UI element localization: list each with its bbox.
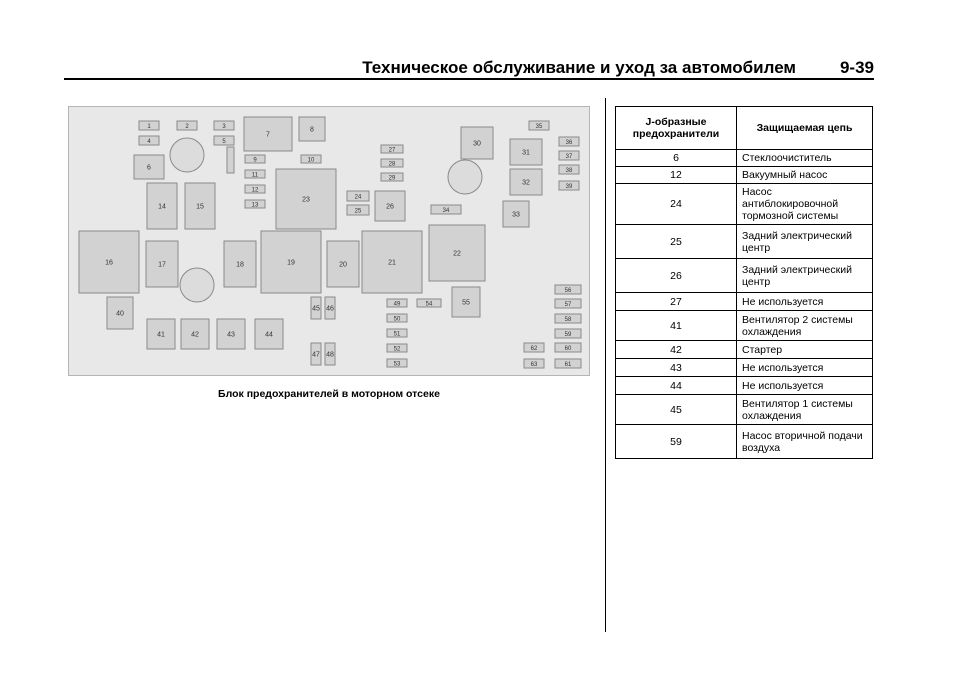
fuse-slot — [185, 183, 215, 229]
fuse-slot — [524, 359, 544, 368]
fuse-slot — [429, 225, 485, 281]
fuse-slot-label: 4 — [147, 139, 151, 145]
fuse-slot — [559, 137, 579, 146]
fuse-slot — [375, 191, 405, 221]
fuse-table — [615, 106, 873, 459]
fuse-slot — [325, 297, 335, 319]
fuse-slot-label: 15 — [196, 203, 204, 211]
fuse-slot — [214, 136, 234, 145]
fuse-slot-label: 44 — [265, 331, 273, 339]
fuse-slot-label: 24 — [354, 194, 362, 201]
fuse-slot-label: 3 — [222, 124, 226, 130]
fuse-slot — [503, 201, 529, 227]
fuse-slot — [244, 117, 292, 151]
fuse-slot-label: 23 — [302, 196, 310, 204]
fuse-slot — [559, 165, 579, 174]
fuse-number: 27 — [616, 293, 737, 311]
fuse-number: 6 — [616, 150, 737, 167]
table-row — [616, 377, 873, 395]
fuse-number: 43 — [616, 359, 737, 377]
table-row — [616, 311, 873, 341]
fuse-number: 25 — [616, 225, 737, 259]
fuse-slot-label: 46 — [326, 305, 334, 313]
fuse-slot — [387, 344, 407, 353]
fuse-slot-label: 19 — [287, 259, 295, 267]
fuse-slot — [139, 136, 159, 145]
fuse-slot-label: 31 — [522, 149, 530, 157]
fuse-slot — [245, 200, 265, 209]
fuse-number: 59 — [616, 425, 737, 459]
fuse-number: 44 — [616, 377, 737, 395]
fuse-slot-label: 25 — [354, 208, 362, 215]
fuse-slot — [387, 329, 407, 338]
fuse-slot — [555, 359, 581, 368]
fuse-slot-label: 55 — [462, 299, 470, 307]
fuse-slot-outline — [227, 147, 234, 173]
page-title: Техническое обслуживание и уход за автомобилем — [362, 58, 796, 77]
fuse-slot-label: 39 — [565, 184, 573, 190]
fuse-slot — [147, 319, 175, 349]
table-row — [616, 184, 873, 225]
fuse-slot — [245, 155, 265, 164]
fuse-slot — [387, 359, 407, 368]
fuse-slot — [325, 343, 335, 365]
fuse-slot — [555, 314, 581, 323]
protected-circuit: Не используется — [737, 293, 873, 311]
fuse-slot-label: 53 — [393, 361, 401, 368]
table-row — [616, 293, 873, 311]
fuse-slot — [245, 170, 265, 179]
protected-circuit: Стеклоочиститель — [737, 150, 873, 167]
column-divider — [605, 98, 606, 632]
fuse-slot-label: 57 — [564, 302, 572, 308]
fuse-slot-label: 33 — [512, 211, 520, 219]
page-number: 9-39 — [839, 58, 874, 77]
table-row — [616, 341, 873, 359]
fuse-slot-label: 37 — [565, 154, 573, 160]
fuse-slot-label: 48 — [326, 351, 334, 359]
fuse-slot-label: 47 — [312, 351, 320, 359]
fuse-slot-label: 63 — [530, 362, 538, 368]
fuse-slot-label: 26 — [386, 203, 394, 211]
fuse-slot — [107, 297, 133, 329]
fuse-slot-label: 8 — [310, 126, 314, 134]
fuse-slot-label: 30 — [473, 140, 481, 148]
fuse-slot — [381, 159, 403, 168]
fuse-slot — [224, 241, 256, 287]
fuse-slot-label: 28 — [388, 161, 396, 168]
fuse-slot — [461, 127, 493, 159]
table-body — [616, 150, 873, 459]
fuse-slot-label: 43 — [227, 331, 235, 339]
fuse-slot — [362, 231, 422, 293]
fuse-slot-label: 59 — [564, 332, 572, 338]
fuse-slot — [559, 151, 579, 160]
fuse-slot — [510, 169, 542, 195]
header-rule — [64, 78, 874, 80]
fuse-slot-label: 14 — [158, 203, 166, 211]
fuse-slot-label: 7 — [266, 131, 270, 139]
fuse-slot — [301, 155, 321, 164]
fuse-slot-label: 45 — [312, 305, 320, 313]
fuse-slot-label: 12 — [251, 187, 259, 194]
protected-circuit: Стартер — [737, 341, 873, 359]
fuse-slot-label: 20 — [339, 261, 347, 269]
fuse-slot-label: 49 — [393, 301, 401, 308]
fuse-slot-label: 58 — [564, 317, 572, 323]
fuse-slot-label: 9 — [253, 157, 257, 164]
fuse-slot — [299, 117, 325, 141]
fuse-slot — [134, 155, 164, 179]
column-header-fuse: J-образные предохранители — [616, 107, 737, 150]
fuse-slot-label: 6 — [147, 164, 151, 172]
fuse-slot-label: 52 — [393, 346, 401, 353]
fuse-slot-label: 38 — [565, 168, 573, 174]
fuse-slot — [139, 121, 159, 130]
fuse-slot — [217, 319, 245, 349]
fuse-slot-label: 16 — [105, 259, 113, 267]
fuse-block-diagram — [68, 106, 590, 376]
fuse-slot — [417, 299, 441, 308]
fuse-slot-label: 36 — [565, 140, 573, 146]
table-row — [616, 359, 873, 377]
fuse-slot-label: 17 — [158, 261, 166, 269]
protected-circuit: Вакуумный насос — [737, 167, 873, 184]
fuse-slot — [214, 121, 234, 130]
fuse-slot-label: 2 — [185, 124, 189, 130]
protected-circuit: Не используется — [737, 377, 873, 395]
fuse-slot — [311, 297, 321, 319]
fuse-slot — [276, 169, 336, 229]
fuse-number: 45 — [616, 395, 737, 425]
fuse-slot — [181, 319, 209, 349]
fuse-slot-label: 51 — [393, 331, 401, 338]
fuse-slot — [347, 191, 369, 201]
fuse-slot-label: 1 — [147, 124, 151, 130]
fuse-slot-label: 32 — [522, 179, 530, 187]
fuse-slot-label: 21 — [388, 259, 396, 267]
mounting-post — [448, 160, 482, 194]
fuse-slot — [261, 231, 321, 293]
protected-circuit: Вентилятор 1 системы охлаждения — [737, 395, 873, 425]
fuse-slot-label: 56 — [564, 288, 572, 294]
fuse-number: 26 — [616, 259, 737, 293]
fuse-slot-label: 60 — [564, 346, 572, 352]
page-header — [64, 58, 874, 80]
fuse-slot — [347, 205, 369, 215]
fuse-slot — [381, 145, 403, 154]
fuse-slot — [327, 241, 359, 287]
table-header-row — [616, 107, 873, 150]
fuse-slot — [255, 319, 283, 349]
protected-circuit: Задний электрический центр — [737, 225, 873, 259]
fuse-slot — [529, 121, 549, 130]
fuse-slot — [555, 299, 581, 308]
fuse-number: 41 — [616, 311, 737, 341]
fuse-block-svg — [69, 107, 589, 375]
fuse-slot-label: 5 — [222, 139, 226, 145]
protected-circuit: Насос вторичной подачи воздуха — [737, 425, 873, 459]
fuse-slot-label: 35 — [535, 124, 543, 130]
fuse-slot — [431, 205, 461, 214]
fuse-slot-label: 11 — [251, 172, 259, 179]
fuse-slot-label: 54 — [425, 301, 433, 308]
fuse-slot — [559, 181, 579, 190]
fuse-slot-label: 27 — [388, 147, 396, 154]
fuse-slot-label: 50 — [393, 316, 401, 323]
column-header-circuit: Защищаемая цепь — [737, 107, 873, 150]
fuse-slot — [555, 329, 581, 338]
fuse-slot-label: 13 — [251, 202, 259, 209]
protected-circuit: Насос антиблокировочной тормозной системы — [737, 184, 873, 225]
fuse-slot — [387, 299, 407, 308]
fuse-slot — [227, 147, 234, 173]
fuse-slot — [177, 121, 197, 130]
fuse-slot — [381, 173, 403, 182]
fuse-slot-label: 18 — [236, 261, 244, 269]
fuse-slot — [146, 241, 178, 287]
protected-circuit: Не используется — [737, 359, 873, 377]
fuse-slot-label: 10 — [307, 157, 315, 164]
table-row — [616, 150, 873, 167]
fuse-slot-label: 42 — [191, 331, 199, 339]
table-row — [616, 425, 873, 459]
table-row — [616, 395, 873, 425]
fuse-slot — [311, 343, 321, 365]
table-row — [616, 259, 873, 293]
fuse-slot — [524, 343, 544, 352]
fuse-slot-label: 41 — [157, 331, 165, 339]
fuse-slot-label: 34 — [442, 208, 450, 214]
fuse-slot — [147, 183, 177, 229]
fuse-slot-label: 22 — [453, 250, 461, 258]
mounting-post — [170, 138, 204, 172]
fuse-slot — [452, 287, 480, 317]
fuse-number: 24 — [616, 184, 737, 225]
protected-circuit: Задний электрический центр — [737, 259, 873, 293]
mounting-post — [180, 268, 214, 302]
fuse-slot — [510, 139, 542, 165]
diagram-caption: Блок предохранителей в моторном отсеке — [218, 388, 440, 400]
fuse-slot — [387, 314, 407, 323]
fuse-slot-label: 29 — [388, 175, 396, 182]
table-row — [616, 167, 873, 184]
fuse-number: 42 — [616, 341, 737, 359]
fuse-slot — [79, 231, 139, 293]
fuse-slot — [555, 285, 581, 294]
protected-circuit: Вентилятор 2 системы охлаждения — [737, 311, 873, 341]
fuse-slot — [245, 185, 265, 194]
fuse-slot-label: 62 — [530, 346, 538, 352]
table-row — [616, 225, 873, 259]
fuse-slot-label: 40 — [116, 310, 124, 318]
fuse-slot — [555, 343, 581, 352]
fuse-slot-label: 61 — [564, 362, 572, 368]
fuse-number: 12 — [616, 167, 737, 184]
